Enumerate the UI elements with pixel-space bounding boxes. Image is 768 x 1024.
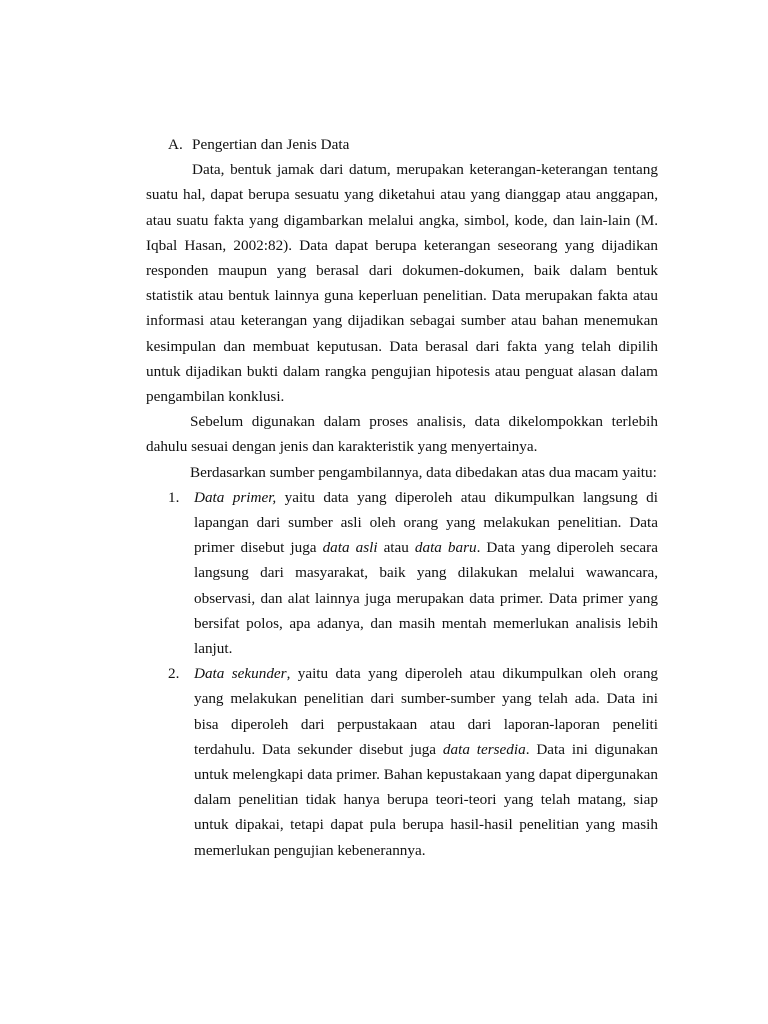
list-item-primary xyxy=(146,485,658,661)
term-secondary: Data sekunder xyxy=(194,665,287,683)
item-text: yaitu data yang diperoleh atau dikumpulkan langsung di lapangan dari sumber asli oleh orang yang melakukan penelitian. Data primer disebut juga xyxy=(194,488,658,557)
section-marker: A. xyxy=(168,136,183,153)
term-primary: Data primer, xyxy=(194,488,277,506)
term-emphasis: data asli xyxy=(322,539,378,557)
item-text: atau xyxy=(377,539,415,557)
paragraph-sources: Berdasarkan sumber pengambilannya, data dibedakan atas dua macam yaitu: xyxy=(190,463,657,481)
term-emphasis: data baru xyxy=(414,539,477,557)
term-emphasis: data tersedia xyxy=(442,740,526,758)
paragraph-definition: Data, bentuk jamak dari datum, merupakan keterangan-keterangan tentang suatu hal, dapat berupa sesuatu yang diketahui atau yang dianggap atau anggapan, atau suatu fakta yang digambarkan melalui angka, simbol, kode, dan lain-lain (M. Iqbal Hasan, 2002:82). Data dapat berupa keterangan seseorang yang dijadikan responden maupun yang berasal dari dokumen-dokumen, baik dalam bentuk statistik atau bentuk lainnya guna keperluan penelitian. Data merupakan fakta atau informasi atau keterangan yang dijadikan sebagai sumber atau bahan menemukan kesimpulan dan membuat keputusan. Data berasal dari fakta yang telah dipilih untuk dijadikan bukti dalam rangka pengujian hipotesis atau penguat alasan dalam pengambilan konklusi. xyxy=(146,161,658,406)
list-number: 1. xyxy=(168,488,180,506)
list-item-secondary xyxy=(146,661,658,863)
data-type-list xyxy=(146,485,658,863)
item-text: , yaitu data yang diperoleh atau dikumpulkan oleh orang yang melakukan penelitian dari sumber-sumber yang telah ada. Data ini bisa diperoleh dari perpustakaan atau dari laporan-laporan peneliti terdahulu. Data sekunder disebut juga xyxy=(194,665,659,758)
paragraph-grouping: Sebelum digunakan dalam proses analisis, data dikelompokkan terlebih dahulu sesuai dengan jenis dan karakteristik yang menyertainya. xyxy=(146,413,658,456)
item-text: . Data ini digunakan untuk melengkapi data primer. Bahan kepustakaan yang dapat dipergunakan dalam penelitian tidak hanya berupa teori-teori yang telah matang, siap untuk dipakai, tetapi dapat pula berupa hasil-hasil penelitian yang masih memerlukan pengujian kebenerannya. xyxy=(194,740,658,859)
list-number: 2. xyxy=(168,665,180,683)
item-text: . Data yang diperoleh secara langsung dari masyarakat, baik yang dilakukan melalui wawancara, observasi, dan alat lainnya juga merupakan data primer. Data primer yang bersifat polos, apa adanya, dan masih mentah memerlukan analisis lebih lanjut. xyxy=(194,539,658,658)
section-heading xyxy=(146,132,658,157)
page-content xyxy=(146,132,658,863)
section-title: Pengertian dan Jenis Data xyxy=(192,136,350,153)
